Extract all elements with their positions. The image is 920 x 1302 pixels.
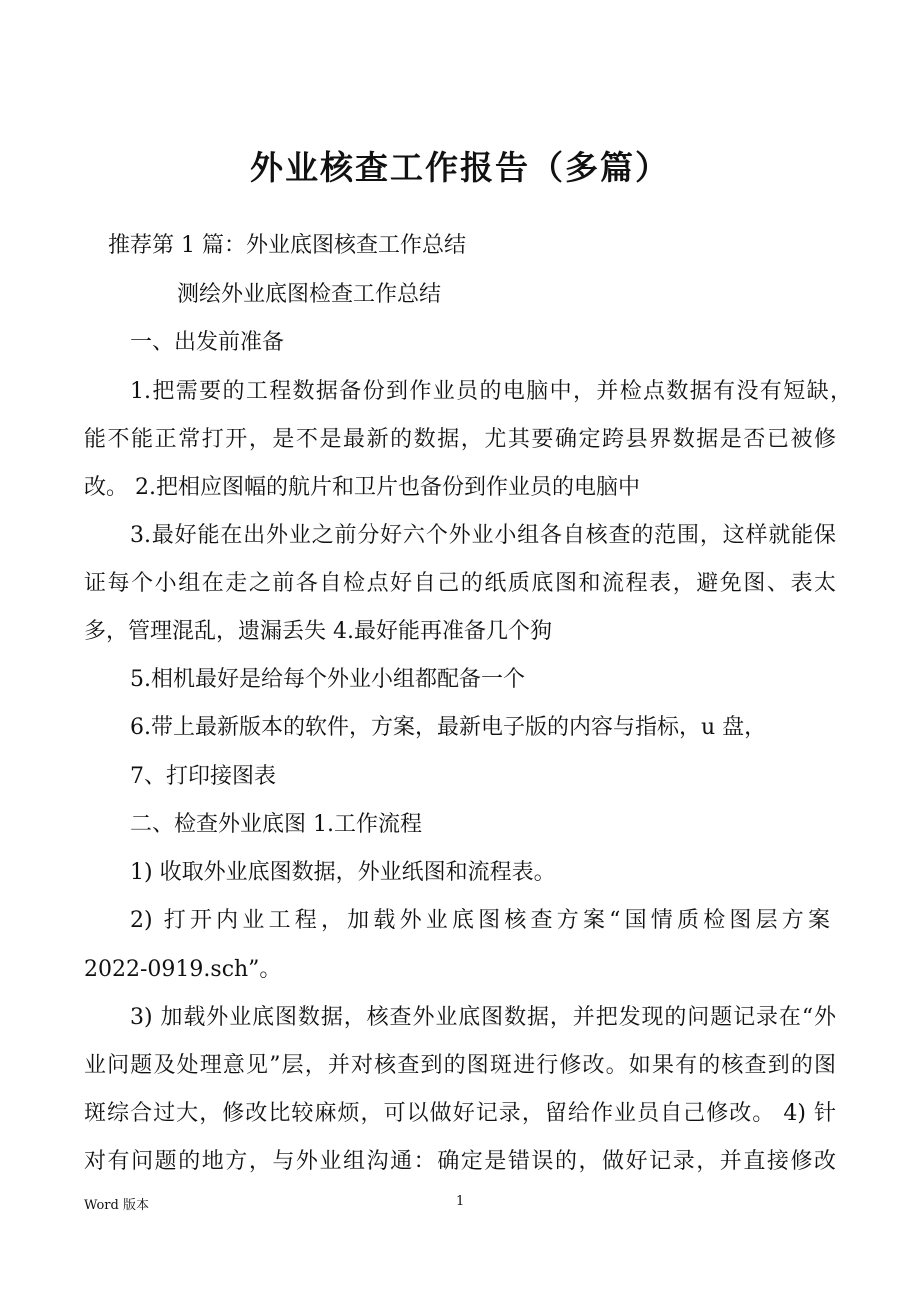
paragraph-line: 1.把需要的工程数据备份到作业员的电脑中，并检点数据有没有短缺， <box>130 379 852 404</box>
paragraph-line: 1) 收取外业底图数据，外业纸图和流程表。 <box>130 860 556 885</box>
paragraph-line: 2) 打开内业工程，加载外业底图核查方案“国情质检图层方案 <box>130 908 830 933</box>
paragraph-line: 改。 2.把相应图幅的航片和卫片也备份到作业员的电脑中 <box>84 475 640 500</box>
paragraph-line: 5.相机最好是给每个外业小组都配备一个 <box>130 667 525 692</box>
page-number: 1 <box>456 1194 465 1209</box>
paragraph-line: 斑综合过大，修改比较麻烦，可以做好记录，留给作业员自己修改。 4) 针 <box>84 1101 836 1126</box>
paragraph-line: 对有问题的地方，与外业组沟通：确定是错误的，做好记录，并直接修改 <box>84 1149 836 1174</box>
subtitle: 测绘外业底图检查工作总结 <box>177 282 442 307</box>
paragraph-line: 7、打印接图表 <box>130 764 276 789</box>
paragraph-line: 3.最好能在出外业之前分好六个外业小组各自核查的范围，这样就能保 <box>130 523 836 548</box>
paragraph-line: 多，管理混乱，遗漏丢失 4.最好能再准备几个狗 <box>84 619 552 644</box>
document-title: 外业核查工作报告（多篇） <box>250 148 670 187</box>
footer-label: Word 版本 <box>84 1198 149 1213</box>
section-heading-2: 二、检查外业底图 1.工作流程 <box>130 812 422 837</box>
paragraph-line: 能不能正常打开，是不是最新的数据，尤其要确定跨县界数据是否已被修 <box>84 427 836 452</box>
paragraph-line: 3) 加载外业底图数据，核查外业底图数据，并把发现的问题记录在“外 <box>130 1005 836 1030</box>
paragraph-line: 证每个小组在走之前各自检点好自己的纸质底图和流程表，避免图、表太 <box>84 571 836 596</box>
recommend-heading: 推荐第 1 篇：外业底图核查工作总结 <box>108 233 466 258</box>
section-heading-1: 一、出发前准备 <box>130 330 285 355</box>
paragraph-line: 2022-0919.sch”。 <box>84 957 282 982</box>
paragraph-line: 6.带上最新版本的软件，方案，最新电子版的内容与指标，u 盘， <box>130 715 767 740</box>
paragraph-line: 业问题及处理意见”层，并对核查到的图斑进行修改。如果有的核查到的图 <box>84 1053 836 1078</box>
